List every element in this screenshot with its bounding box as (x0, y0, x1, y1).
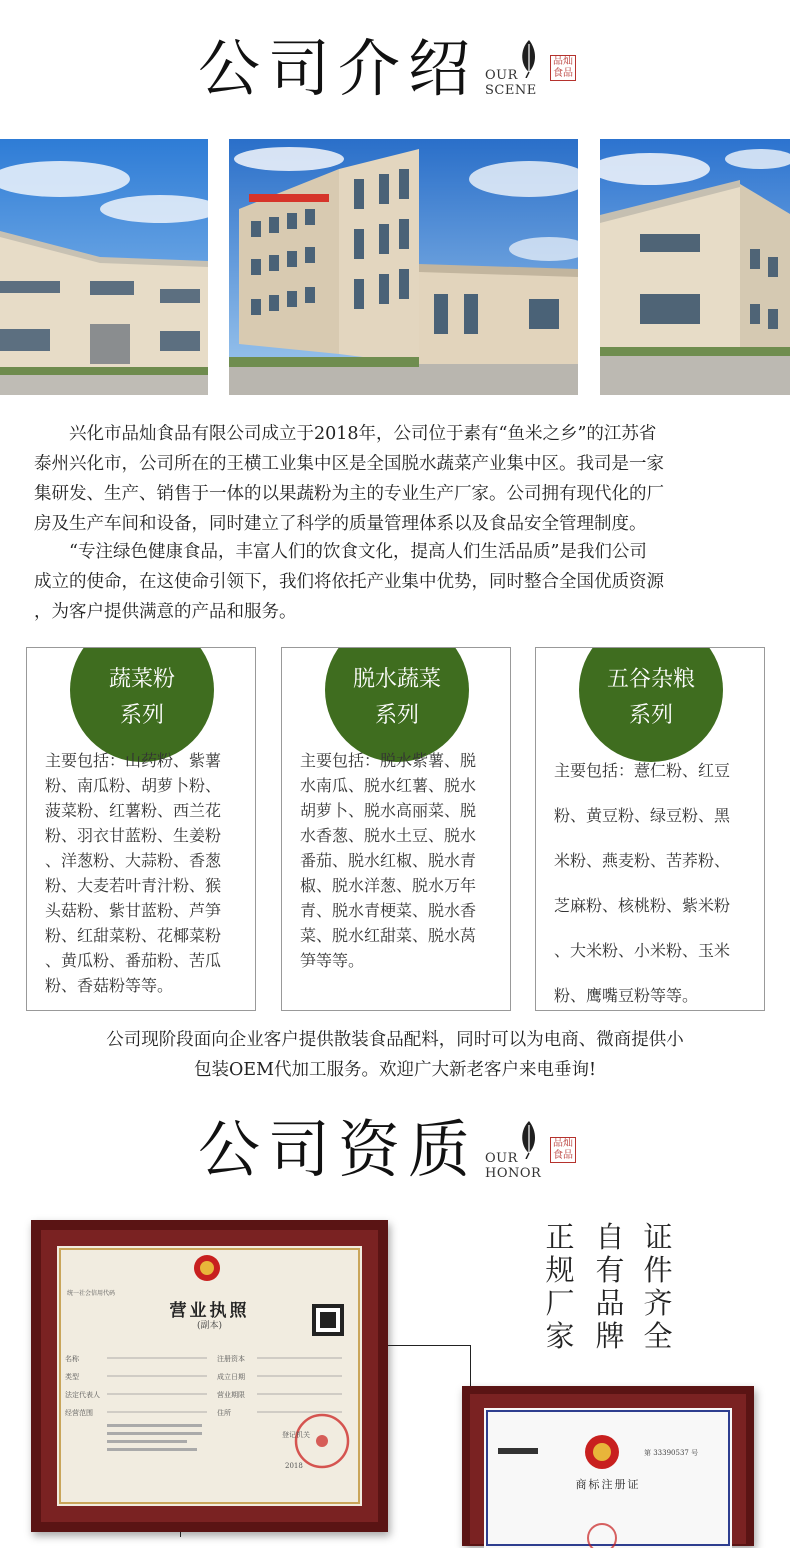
license-field-label: 名称 (65, 1355, 79, 1363)
category-description-line: 粉、香菇粉等等。 (45, 976, 174, 995)
category-description-line: 胡萝卜、脱水高丽菜、脱 (300, 801, 477, 820)
slogan-char: 件 (643, 1253, 673, 1287)
slogan-char: 规 (545, 1253, 575, 1287)
section-title: 公司资质 (198, 1113, 479, 1186)
category-card-dehydrated-vegetables (281, 647, 511, 1011)
license-title: 营业执照 (169, 1301, 250, 1321)
slogan-char: 家 (545, 1319, 575, 1353)
closing-line: 包装OEM代加工服务。欢迎广大新老客户来电垂询! (193, 1060, 597, 1080)
slogan-char: 品 (595, 1286, 625, 1320)
brand-seal (550, 1137, 576, 1163)
intro-line: 泰州兴化市，公司所在的王横工业集中区是全国脱水蔬菜产业集中区。我司是一家 (34, 454, 664, 474)
closing-paragraph (30, 1025, 760, 1085)
business-license-frame (31, 1220, 388, 1532)
connector-line (388, 1345, 470, 1346)
category-description-line: 粉、黄豆粉、绿豆粉、黑 (554, 806, 731, 825)
seal-text-top: 品灿 (553, 1138, 573, 1149)
leaf-icon (517, 38, 541, 78)
category-description-line: 米粉、燕麦粉、苦荞粉、 (554, 851, 731, 870)
category-description-line: 粉、大麦若叶青汁粉、猴 (45, 876, 222, 895)
en-line-2: SCENE (485, 83, 537, 98)
category-description-line: 、大米粉、小米粉、玉米 (554, 941, 731, 960)
section-heading-company-qualification (0, 1105, 790, 1205)
business-license (57, 1246, 362, 1506)
factory-photo-left (0, 139, 208, 395)
category-description-line: 主要包括：山药粉、紫薯 (45, 751, 222, 770)
intro-line: 集研发、生产、销售于一体的以果蔬粉为主的专业生产厂家。公司拥有现代化的厂 (34, 484, 664, 504)
license-field-label: 法定代表人 (65, 1391, 100, 1399)
slogan-column-3 (643, 1221, 673, 1353)
factory-photo-center (229, 139, 578, 395)
category-description-line: 、洋葱粉、大蒜粉、香葱 (45, 851, 222, 870)
category-description-line: 粉、鹰嘴豆粉等等。 (554, 986, 699, 1005)
license-year: 2018 (285, 1462, 303, 1470)
category-description-line: 主要包括：脱水紫薯、脱 (300, 751, 477, 770)
leaf-icon (517, 1119, 541, 1159)
trademark-number: 第 33390537 号 (644, 1449, 699, 1457)
trademark-certificate-frame (462, 1386, 754, 1546)
seal-text-bottom: 食品 (553, 1150, 573, 1161)
slogan-char: 牌 (595, 1319, 625, 1353)
category-title-line: 系列 (119, 703, 164, 728)
factory-photo-right (600, 139, 790, 395)
slogan-char: 厂 (545, 1286, 575, 1320)
seal-text-bottom: 食品 (553, 68, 573, 79)
brand-seal (550, 55, 576, 81)
slogan-char: 自 (595, 1220, 625, 1254)
category-description-line: 、黄瓜粉、番茄粉、苦瓜 (45, 951, 222, 970)
slogan-char: 齐 (643, 1286, 673, 1320)
license-field-label: 类型 (65, 1373, 79, 1381)
category-title (282, 662, 511, 734)
category-description-line: 水香葱、脱水土豆、脱水 (300, 826, 477, 845)
slogan-char: 有 (595, 1253, 625, 1287)
intro-line: ，为客户提供满意的产品和服务。 (34, 602, 297, 622)
license-field-label: 成立日期 (217, 1373, 245, 1381)
slogan-column-1 (545, 1221, 575, 1353)
license-field-label: 住所 (217, 1409, 231, 1417)
intro-line: 成立的使命，在这使命引领下，我们将依托产业集中优势，同时整合全国优质资源 (34, 572, 664, 592)
category-description-line: 水南瓜、脱水红薯、脱水 (300, 776, 477, 795)
slogan-column-2 (595, 1221, 625, 1353)
category-description-line: 粉、红甜菜粉、花椰菜粉 (45, 926, 222, 945)
license-registration-label: 登记机关 (282, 1431, 310, 1439)
category-description-line: 粉、羽衣甘蓝粉、生姜粉 (45, 826, 222, 845)
closing-line: 公司现阶段面向企业客户提供散装食品配料，同时可以为电商、微商提供小 (106, 1030, 684, 1050)
category-description-line: 菜、脱水红甜菜、脱水莴 (300, 926, 477, 945)
category-title-line: 脱水蔬菜 (352, 667, 441, 692)
category-description-line: 头菇粉、紫甘蓝粉、芦笋 (45, 901, 222, 920)
license-code-label: 统一社会信用代码 (67, 1290, 116, 1297)
category-description (45, 748, 243, 998)
slogan-char: 全 (643, 1319, 673, 1353)
intro-paragraph-1 (34, 419, 756, 539)
intro-paragraph-2 (34, 537, 756, 627)
intro-line: 房及生产车间和设备，同时建立了科学的质量管理体系以及食品安全管理制度。 (34, 514, 647, 534)
category-description-line: 笋等等。 (300, 951, 365, 970)
category-title-line: 系列 (628, 703, 673, 728)
en-line-1: OUR (485, 1151, 518, 1166)
connector-line (180, 1532, 181, 1537)
category-description-line: 青、脱水青梗菜、脱水香 (300, 901, 477, 920)
slogan-char: 证 (643, 1220, 673, 1254)
section-heading-company-intro (0, 0, 790, 105)
license-fields-right (217, 1350, 245, 1422)
category-card-vegetable-powder (26, 647, 256, 1011)
category-description-line: 芝麻粉、核桃粉、紫米粉 (554, 896, 731, 915)
category-description-line: 主要包括：薏仁粉、红豆 (554, 761, 731, 780)
category-title (27, 662, 256, 734)
category-description-line: 椒、脱水洋葱、脱水万年 (300, 876, 477, 895)
category-title-line: 蔬菜粉 (108, 667, 175, 692)
category-description-line: 粉、南瓜粉、胡萝卜粉、 (45, 776, 222, 795)
license-field-label: 经营范围 (65, 1409, 93, 1417)
section-title: 公司介绍 (198, 32, 479, 105)
license-field-label: 注册资本 (217, 1355, 245, 1363)
license-field-label: 营业期限 (217, 1391, 245, 1399)
category-title-line: 五谷杂粮 (606, 667, 695, 692)
en-line-1: OUR (485, 68, 518, 83)
category-title-line: 系列 (374, 703, 419, 728)
slogan-char: 正 (545, 1220, 575, 1254)
intro-line: 兴化市品灿食品有限公司成立于2018年，公司位于素有“鱼米之乡”的江苏省 (69, 424, 657, 444)
en-line-2: HONOR (485, 1166, 542, 1181)
category-title (536, 662, 765, 734)
category-description-line: 菠菜粉、红薯粉、西兰花 (45, 801, 222, 820)
connector-line (470, 1345, 471, 1387)
license-fields-left (65, 1350, 100, 1422)
category-description-line: 番茄、脱水红椒、脱水青 (300, 851, 477, 870)
license-subtitle: (副本) (196, 1321, 223, 1331)
trademark-certificate (484, 1408, 732, 1548)
intro-line: “专注绿色健康食品，丰富人们的饮食文化，提高人们生活品质”是我们公司 (69, 542, 647, 562)
trademark-title: 商标注册证 (575, 1478, 641, 1491)
category-description (554, 748, 752, 1011)
category-card-grains (535, 647, 765, 1011)
seal-text-top: 品灿 (553, 56, 573, 67)
category-description (300, 748, 498, 973)
